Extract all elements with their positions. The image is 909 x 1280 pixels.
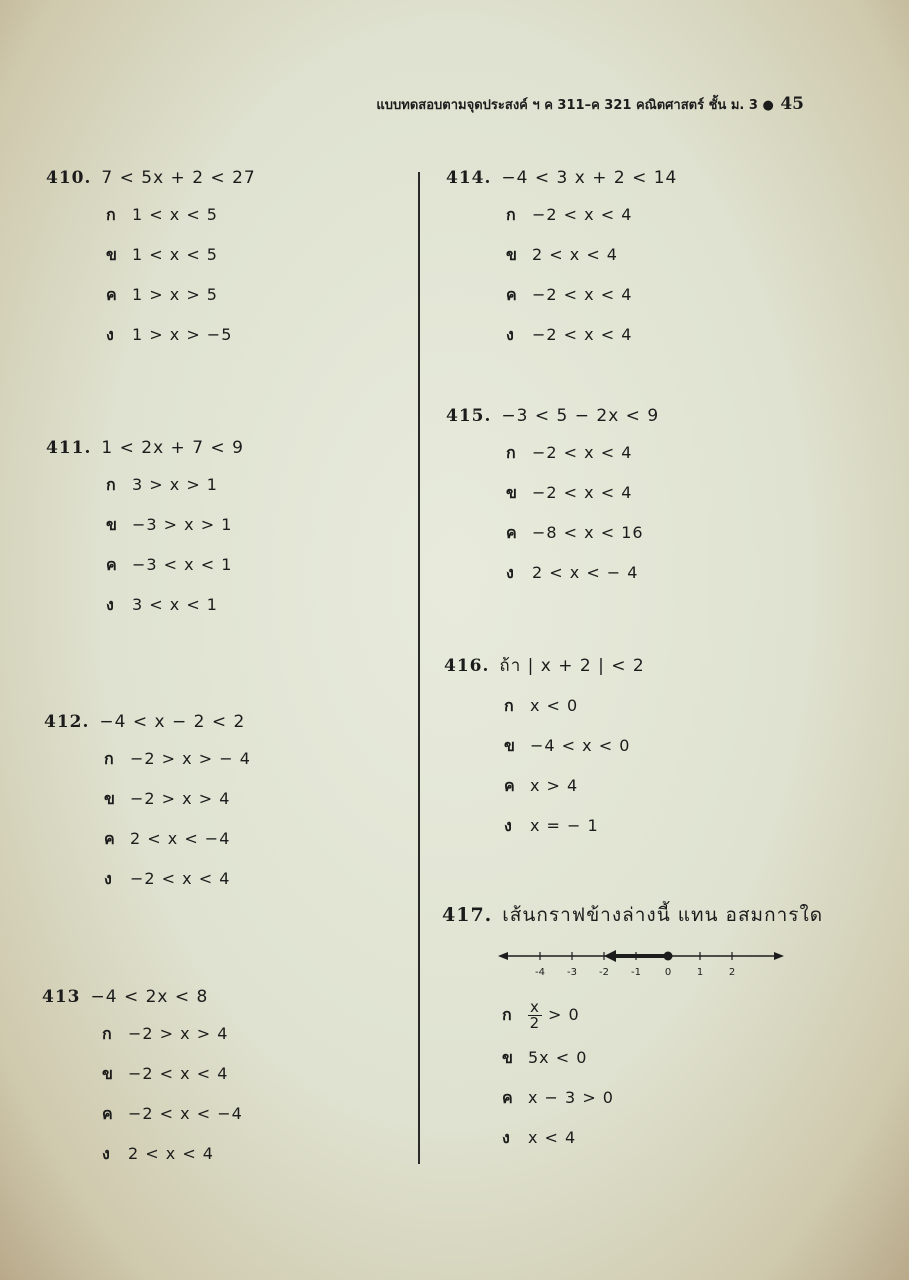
question-412 bbox=[44, 712, 251, 892]
option-label: ก bbox=[502, 1005, 513, 1024]
option-a[interactable] bbox=[506, 441, 659, 466]
option-c[interactable] bbox=[506, 521, 659, 546]
option-d[interactable] bbox=[502, 1126, 614, 1151]
option-a[interactable] bbox=[502, 1000, 614, 1031]
fraction-denominator: 2 bbox=[529, 1014, 541, 1032]
solution-arrowhead bbox=[604, 950, 616, 962]
option-text: 1 > x > 5 bbox=[132, 285, 218, 304]
option-label: ข bbox=[102, 1064, 114, 1083]
fraction bbox=[528, 1000, 542, 1031]
tick-label: -3 bbox=[567, 967, 577, 978]
option-text: x < 4 bbox=[528, 1128, 577, 1147]
option-text: −2 > x > 4 bbox=[130, 789, 231, 808]
tick-label: -1 bbox=[631, 967, 641, 978]
question-417 bbox=[442, 900, 823, 930]
option-text: 2 < x < 4 bbox=[532, 245, 618, 264]
question-number: 414. bbox=[446, 168, 492, 188]
option-c[interactable] bbox=[104, 827, 251, 852]
right-axis-arrow bbox=[774, 952, 784, 960]
closed-point bbox=[664, 952, 673, 961]
number-line-graph bbox=[498, 940, 788, 980]
question-number: 415. bbox=[446, 406, 492, 426]
question-number: 411. bbox=[46, 438, 92, 458]
header-text: แบบทดสอบตามจุดประสงค์ ฯ ค 311–ค 321 คณิตศาสตร์ ชั้น ม. 3 bbox=[376, 98, 758, 113]
tick-label: 2 bbox=[728, 967, 736, 978]
column-divider bbox=[418, 172, 420, 1164]
option-text: 1 < x < 5 bbox=[132, 245, 218, 264]
option-text: −2 < x < −4 bbox=[128, 1104, 243, 1123]
option-d[interactable] bbox=[104, 867, 251, 892]
option-text: −3 < x < 1 bbox=[132, 555, 233, 574]
page-header bbox=[376, 94, 804, 115]
option-text: x < 0 bbox=[530, 696, 579, 715]
question-413 bbox=[42, 987, 243, 1167]
option-d[interactable] bbox=[504, 814, 645, 839]
question-stem: −4 < x − 2 < 2 bbox=[99, 712, 246, 732]
option-label: ก bbox=[102, 1024, 113, 1043]
option-b[interactable] bbox=[104, 787, 251, 812]
option-text: 2 < x < −4 bbox=[130, 829, 231, 848]
option-d[interactable] bbox=[106, 593, 244, 618]
option-text: −2 < x < 4 bbox=[532, 483, 633, 502]
option-c[interactable] bbox=[106, 283, 256, 308]
option-label: ง bbox=[106, 595, 115, 614]
option-d[interactable] bbox=[506, 323, 677, 348]
option-a[interactable] bbox=[504, 694, 645, 719]
page-number: 45 bbox=[780, 94, 804, 114]
option-text: −2 < x < 4 bbox=[128, 1064, 229, 1083]
option-a[interactable] bbox=[102, 1022, 243, 1047]
question-410 bbox=[46, 168, 256, 348]
question-411 bbox=[46, 438, 244, 618]
option-text: −3 > x > 1 bbox=[132, 515, 233, 534]
question-stem: ถ้า | x + 2 | < 2 bbox=[499, 656, 645, 676]
option-label: ง bbox=[502, 1128, 511, 1147]
option-label: ค bbox=[106, 555, 118, 574]
option-label: ง bbox=[506, 325, 515, 344]
option-text: 3 < x < 1 bbox=[132, 595, 218, 614]
option-label: ค bbox=[506, 285, 518, 304]
question-417-options bbox=[442, 1000, 614, 1151]
option-text: x − 3 > 0 bbox=[528, 1088, 614, 1107]
question-415 bbox=[446, 406, 659, 586]
option-text: 5x < 0 bbox=[528, 1048, 588, 1067]
option-text: −2 < x < 4 bbox=[532, 325, 633, 344]
fraction-numerator: x bbox=[530, 998, 540, 1016]
option-label: ข bbox=[106, 515, 118, 534]
option-c[interactable] bbox=[504, 774, 645, 799]
option-text: −2 < x < 4 bbox=[130, 869, 231, 888]
option-a[interactable] bbox=[104, 747, 251, 772]
question-stem: −3 < 5 − 2x < 9 bbox=[501, 406, 660, 426]
option-text: −2 < x < 4 bbox=[532, 443, 633, 462]
option-text: x = − 1 bbox=[530, 816, 599, 835]
question-stem: −4 < 2x < 8 bbox=[90, 987, 209, 1007]
option-a[interactable] bbox=[106, 203, 256, 228]
option-label: ข bbox=[506, 245, 518, 264]
option-label: ง bbox=[102, 1144, 111, 1163]
option-text: 1 > x > −5 bbox=[132, 325, 233, 344]
option-d[interactable] bbox=[106, 323, 256, 348]
option-text: −2 > x > − 4 bbox=[130, 749, 251, 768]
left-axis-arrow bbox=[498, 952, 508, 960]
option-label: ค bbox=[106, 285, 118, 304]
option-label: ก bbox=[506, 443, 517, 462]
question-stem: 1 < 2x + 7 < 9 bbox=[101, 438, 244, 458]
option-c[interactable] bbox=[106, 553, 244, 578]
question-number: 410. bbox=[46, 168, 92, 188]
option-label: ข bbox=[106, 245, 118, 264]
option-text: 3 > x > 1 bbox=[132, 475, 218, 494]
option-b[interactable] bbox=[502, 1046, 614, 1071]
question-number: 416. bbox=[444, 656, 490, 676]
option-b[interactable] bbox=[506, 481, 659, 506]
option-text: −2 > x > 4 bbox=[128, 1024, 229, 1043]
question-number: 413 bbox=[42, 987, 81, 1007]
option-b[interactable] bbox=[102, 1062, 243, 1087]
header-bullet: ● bbox=[762, 98, 774, 113]
option-text: −8 < x < 16 bbox=[532, 523, 644, 542]
tick-label: 1 bbox=[696, 967, 704, 978]
option-c[interactable] bbox=[102, 1102, 243, 1127]
question-number: 417. bbox=[442, 904, 493, 926]
option-text: x > 4 bbox=[530, 776, 579, 795]
option-label: ก bbox=[504, 696, 515, 715]
option-label: ก bbox=[106, 475, 117, 494]
option-label: ข bbox=[504, 736, 516, 755]
option-label: ง bbox=[106, 325, 115, 344]
option-c[interactable] bbox=[506, 283, 677, 308]
option-label: ง bbox=[104, 869, 113, 888]
option-label: ก bbox=[506, 205, 517, 224]
tick-label: -2 bbox=[599, 967, 609, 978]
option-b[interactable] bbox=[106, 513, 244, 538]
option-text: −4 < x < 0 bbox=[530, 736, 631, 755]
option-label: ค bbox=[504, 776, 516, 795]
option-text: 2 < x < 4 bbox=[128, 1144, 214, 1163]
option-text: −2 < x < 4 bbox=[532, 205, 633, 224]
option-label: ง bbox=[506, 563, 515, 582]
option-b[interactable] bbox=[106, 243, 256, 268]
question-number: 412. bbox=[44, 712, 90, 732]
option-label: ข bbox=[506, 483, 518, 502]
option-text: 2 < x < − 4 bbox=[532, 563, 639, 582]
option-a[interactable] bbox=[106, 473, 244, 498]
option-d[interactable] bbox=[102, 1142, 243, 1167]
option-d[interactable] bbox=[506, 561, 659, 586]
option-label: ข bbox=[104, 789, 116, 808]
tick-label: 0 bbox=[664, 967, 672, 978]
option-label: ค bbox=[506, 523, 518, 542]
question-stem: 7 < 5x + 2 < 27 bbox=[101, 168, 256, 188]
option-b[interactable] bbox=[506, 243, 677, 268]
option-text: 1 < x < 5 bbox=[132, 205, 218, 224]
option-label: ง bbox=[504, 816, 513, 835]
question-414 bbox=[446, 168, 677, 348]
question-stem: เส้นกราฟข้างล่างนี้ แทน อสมการใด bbox=[502, 904, 824, 926]
option-b[interactable] bbox=[504, 734, 645, 759]
option-text: > 0 bbox=[547, 1005, 580, 1024]
tick-label: -4 bbox=[535, 967, 545, 978]
option-label: ค bbox=[102, 1104, 114, 1123]
option-c[interactable] bbox=[502, 1086, 614, 1111]
option-label: ข bbox=[502, 1048, 514, 1067]
option-label: ก bbox=[104, 749, 115, 768]
option-text: −2 < x < 4 bbox=[532, 285, 633, 304]
question-416 bbox=[444, 652, 645, 839]
option-a[interactable] bbox=[506, 203, 677, 228]
option-label: ก bbox=[106, 205, 117, 224]
option-label: ค bbox=[104, 829, 116, 848]
question-stem: −4 < 3 x + 2 < 14 bbox=[501, 168, 678, 188]
option-label: ค bbox=[502, 1088, 514, 1107]
